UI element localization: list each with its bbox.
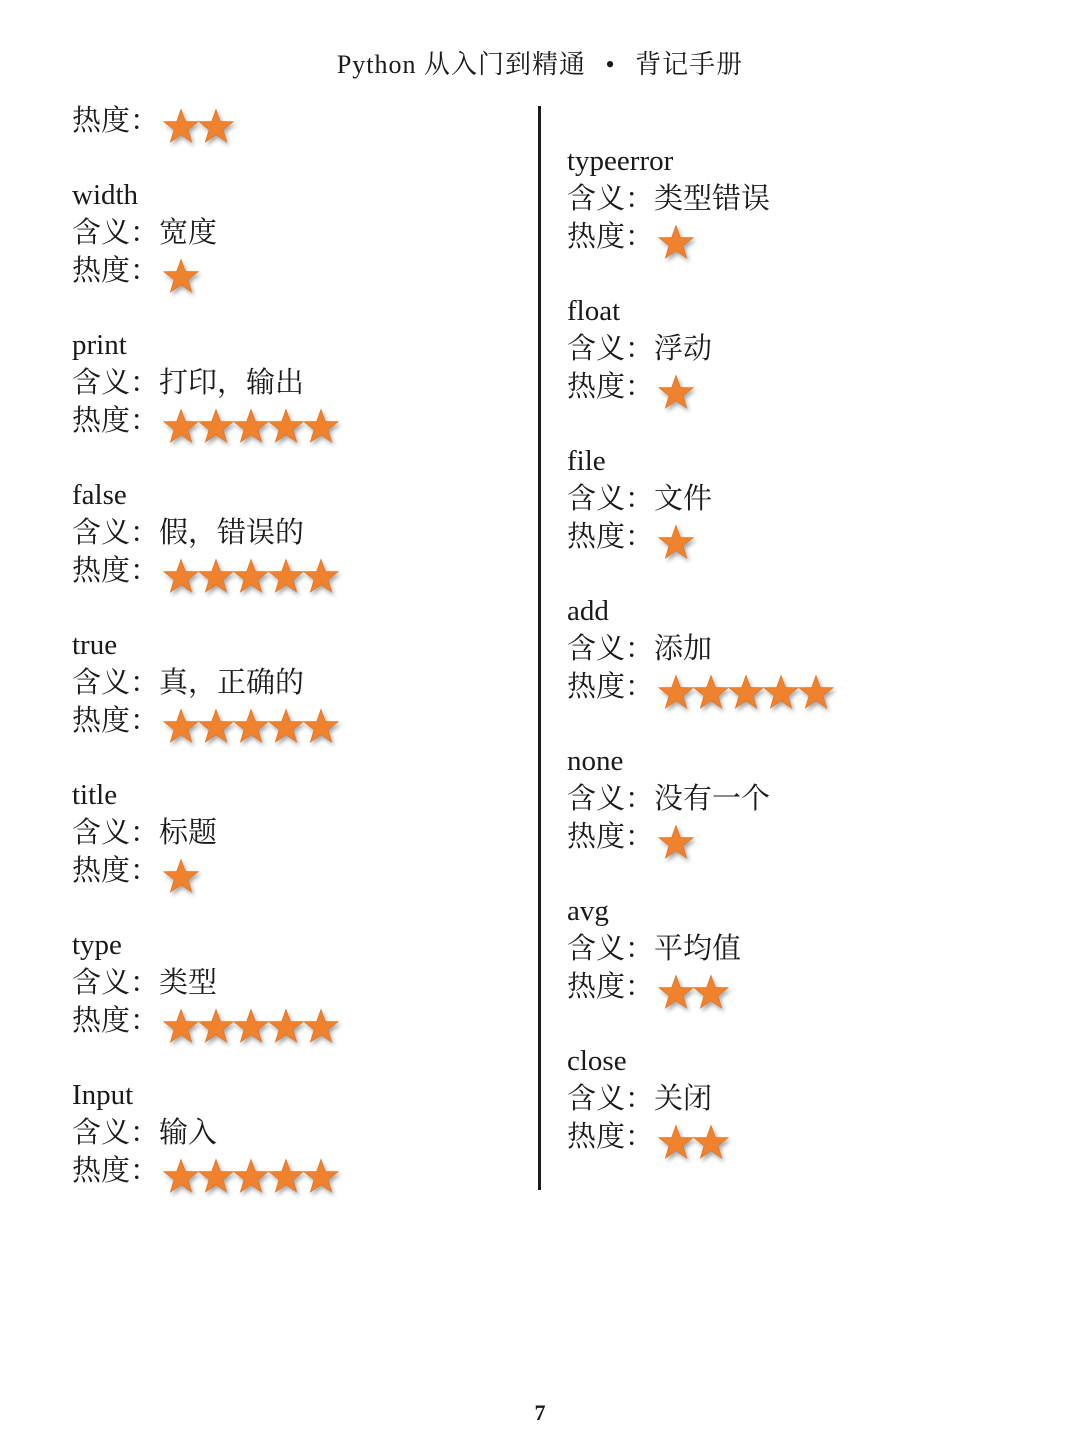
heat-label: 热度：	[567, 521, 655, 553]
vocab-entry	[567, 892, 1007, 1006]
star-icon	[163, 408, 199, 444]
heat-line	[72, 1152, 512, 1190]
heat-line	[567, 368, 1007, 406]
star-icon	[658, 824, 694, 860]
heat-label: 热度：	[72, 855, 160, 887]
heat-label: 热度：	[72, 1005, 160, 1037]
star-icon	[693, 674, 729, 710]
heat-rating	[658, 970, 728, 1008]
meaning-value: 文件	[654, 483, 713, 515]
vocab-word: none	[567, 745, 624, 777]
meaning-line	[567, 1080, 1007, 1118]
meaning-value: 宽度	[159, 217, 218, 249]
star-icon	[658, 1124, 694, 1160]
page-header	[0, 44, 1080, 81]
page-number: 7	[534, 1400, 546, 1425]
vocab-entry	[72, 476, 512, 590]
star-icon	[233, 708, 269, 744]
heat-label: 热度：	[567, 671, 655, 703]
heat-label: 热度：	[567, 371, 655, 403]
star-icon	[233, 1008, 269, 1044]
star-icon	[658, 974, 694, 1010]
heat-rating	[658, 820, 693, 858]
heat-rating	[658, 670, 833, 708]
heat-rating	[658, 1120, 728, 1158]
meaning-value: 输入	[159, 1117, 218, 1149]
heat-label: 热度：	[72, 105, 160, 137]
star-icon	[658, 224, 694, 260]
heat-label: 热度：	[567, 971, 655, 1003]
heat-rating	[658, 220, 693, 258]
heat-line	[567, 218, 1007, 256]
heat-label: 热度：	[72, 255, 160, 287]
star-icon	[728, 674, 764, 710]
meaning-line	[72, 664, 512, 702]
heat-rating	[163, 404, 338, 442]
star-icon	[693, 1124, 729, 1160]
meaning-value: 平均值	[654, 933, 742, 965]
vocab-word: avg	[567, 895, 609, 927]
heat-line	[567, 668, 1007, 706]
right-column	[567, 142, 1007, 1192]
star-icon	[163, 1008, 199, 1044]
vocab-word: add	[567, 595, 609, 627]
star-icon	[233, 558, 269, 594]
heat-line	[72, 102, 512, 140]
vocab-word: print	[72, 329, 127, 361]
meaning-label: 含义：	[567, 783, 655, 815]
heat-line	[567, 1118, 1007, 1156]
star-icon	[268, 708, 304, 744]
meaning-value: 标题	[159, 817, 218, 849]
vocab-word: true	[72, 629, 118, 661]
vocab-entry	[72, 776, 512, 890]
vocab-entry	[72, 926, 512, 1040]
heat-rating	[658, 370, 693, 408]
vocab-word: type	[72, 929, 122, 961]
meaning-line	[72, 814, 512, 852]
heat-label: 热度：	[72, 1155, 160, 1187]
meaning-value: 打印，输出	[159, 367, 305, 399]
meaning-value: 没有一个	[654, 783, 771, 815]
meaning-label: 含义：	[567, 183, 655, 215]
star-icon	[198, 108, 234, 144]
heat-line	[72, 702, 512, 740]
star-icon	[303, 1008, 339, 1044]
left-column	[72, 102, 512, 1226]
meaning-value: 类型	[159, 967, 218, 999]
meaning-line	[567, 780, 1007, 818]
vocab-entry	[567, 292, 1007, 406]
star-icon	[303, 1158, 339, 1194]
meaning-value: 假，错误的	[159, 517, 305, 549]
vocab-word: float	[567, 295, 621, 327]
star-icon	[763, 674, 799, 710]
meaning-line	[567, 630, 1007, 668]
vocab-word: Input	[72, 1079, 134, 1111]
star-icon	[303, 708, 339, 744]
star-icon	[163, 1158, 199, 1194]
meaning-line	[567, 330, 1007, 368]
vocab-entry	[72, 626, 512, 740]
star-icon	[268, 408, 304, 444]
meaning-line	[567, 180, 1007, 218]
heat-rating	[163, 1004, 338, 1042]
meaning-line	[567, 480, 1007, 518]
star-icon	[658, 524, 694, 560]
meaning-label: 含义：	[567, 333, 655, 365]
star-icon	[198, 408, 234, 444]
heat-rating	[163, 704, 338, 742]
star-icon	[268, 1008, 304, 1044]
star-icon	[658, 674, 694, 710]
heat-line	[567, 968, 1007, 1006]
meaning-label: 含义：	[72, 817, 160, 849]
meaning-label: 含义：	[72, 217, 160, 249]
vocab-entry	[567, 742, 1007, 856]
meaning-label: 含义：	[72, 667, 160, 699]
vocab-entry	[567, 592, 1007, 706]
meaning-label: 含义：	[72, 517, 160, 549]
heat-label: 热度：	[567, 221, 655, 253]
meaning-value: 类型错误	[654, 183, 771, 215]
heat-line	[72, 402, 512, 440]
meaning-label: 含义：	[72, 367, 160, 399]
heat-rating	[163, 1154, 338, 1192]
vocab-entry	[72, 326, 512, 440]
vocab-word: false	[72, 479, 127, 511]
star-icon	[233, 408, 269, 444]
meaning-label: 含义：	[567, 933, 655, 965]
star-icon	[303, 408, 339, 444]
vocab-entry	[72, 176, 512, 290]
vocab-word: close	[567, 1045, 627, 1077]
meaning-label: 含义：	[567, 633, 655, 665]
heat-label: 热度：	[72, 405, 160, 437]
column-divider	[538, 106, 541, 1190]
star-icon	[233, 1158, 269, 1194]
meaning-line	[72, 964, 512, 1002]
meaning-label: 含义：	[567, 1083, 655, 1115]
heat-label: 热度：	[567, 1121, 655, 1153]
star-icon	[198, 1008, 234, 1044]
meaning-label: 含义：	[72, 967, 160, 999]
heat-rating	[163, 554, 338, 592]
vocab-entry	[72, 1076, 512, 1190]
meaning-value: 真，正确的	[159, 667, 305, 699]
meaning-label: 含义：	[72, 1117, 160, 1149]
vocab-word: width	[72, 179, 139, 211]
heat-rating	[163, 854, 198, 892]
heat-line	[72, 1002, 512, 1040]
star-icon	[163, 558, 199, 594]
star-icon	[163, 858, 199, 894]
star-icon	[198, 1158, 234, 1194]
vocab-entry	[567, 142, 1007, 256]
meaning-value: 添加	[654, 633, 713, 665]
star-icon	[198, 708, 234, 744]
meaning-line	[72, 214, 512, 252]
meaning-label: 含义：	[567, 483, 655, 515]
vocab-entry	[567, 1042, 1007, 1156]
star-icon	[693, 974, 729, 1010]
header-bullet: •	[605, 50, 616, 79]
vocab-entry	[567, 442, 1007, 556]
top-heat-entry	[72, 102, 512, 140]
star-icon	[658, 374, 694, 410]
heat-line	[72, 552, 512, 590]
star-icon	[198, 558, 234, 594]
star-icon	[798, 674, 834, 710]
meaning-line	[567, 930, 1007, 968]
heat-rating	[163, 104, 233, 142]
heat-line	[72, 252, 512, 290]
heat-line	[72, 852, 512, 890]
book-subtitle: 背记手册	[635, 50, 744, 79]
heat-rating	[163, 254, 198, 292]
star-icon	[303, 558, 339, 594]
meaning-line	[72, 364, 512, 402]
heat-label: 热度：	[567, 821, 655, 853]
meaning-line	[72, 1114, 512, 1152]
meaning-value: 浮动	[654, 333, 713, 365]
star-icon	[163, 108, 199, 144]
star-icon	[268, 1158, 304, 1194]
book-title: Python 从入门到精通	[336, 50, 587, 79]
star-icon	[268, 558, 304, 594]
heat-line	[567, 518, 1007, 556]
heat-rating	[658, 520, 693, 558]
star-icon	[163, 708, 199, 744]
star-icon	[163, 258, 199, 294]
heat-label: 热度：	[72, 705, 160, 737]
meaning-line	[72, 514, 512, 552]
vocab-word: file	[567, 445, 606, 477]
heat-line	[567, 818, 1007, 856]
vocab-word: typeerror	[567, 145, 674, 177]
heat-label: 热度：	[72, 555, 160, 587]
vocab-word: title	[72, 779, 118, 811]
meaning-value: 关闭	[654, 1083, 713, 1115]
